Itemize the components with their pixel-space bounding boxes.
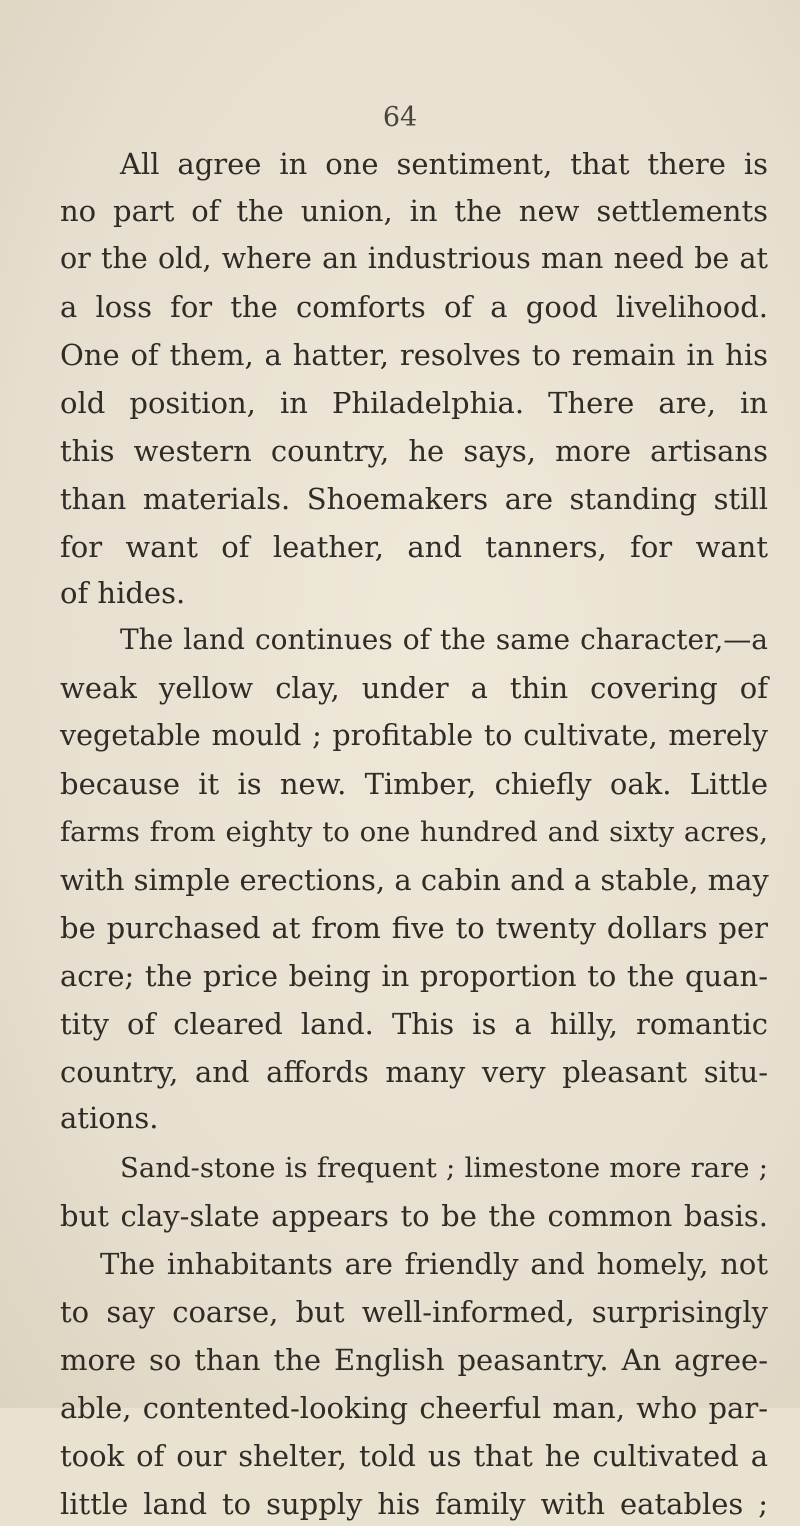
text-line: One of them, a hatter, resolves to remain in his: [60, 338, 768, 372]
text-line: Sand-stone is frequent ; limestone more rare ;: [120, 1152, 768, 1184]
text-line: The inhabitants are friendly and homely, not: [100, 1247, 768, 1281]
text-line: a loss for the comforts of a good livelihood.: [60, 290, 768, 324]
text-line: than materials. Shoemakers are standing still: [60, 482, 768, 516]
text-line: took of our shelter, told us that he cultivated a: [60, 1439, 768, 1473]
text-line: be purchased at from five to twenty dollars per: [60, 911, 768, 945]
text-line: weak yellow clay, under a thin covering of: [60, 671, 768, 705]
text-line: or the old, where an industrious man need be at: [60, 242, 768, 275]
page-number: 64: [382, 102, 418, 133]
text-line: of hides.: [60, 576, 186, 610]
text-line: because it is new. Timber, chiefly oak. Little: [60, 767, 768, 801]
text-line: but clay-slate appears to be the common basis.: [60, 1199, 768, 1233]
text-line: more so than the English peasantry. An agree-: [60, 1343, 768, 1377]
text-line: tity of cleared land. This is a hilly, romantic: [60, 1007, 768, 1041]
text-line: to say coarse, but well-informed, surprisingly: [60, 1295, 768, 1329]
text-line: old position, in Philadelphia. There are, in: [60, 386, 768, 420]
text-line: able, contented-looking cheerful man, who par-: [60, 1391, 768, 1425]
text-line: All agree in one sentiment, that there is: [120, 147, 768, 181]
text-line: country, and affords many very pleasant situ-: [60, 1055, 768, 1089]
text-line: ations.: [60, 1101, 159, 1135]
text-line: vegetable mould ; profitable to cultivate, merely: [60, 719, 768, 752]
text-line: with simple erections, a cabin and a stable, may: [60, 863, 769, 897]
text-line: this western country, he says, more artisans: [60, 434, 768, 468]
text-line: no part of the union, in the new settlements: [60, 194, 768, 228]
text-line: for want of leather, and tanners, for want: [60, 530, 768, 564]
text-line: little land to supply his family with eatables ;: [60, 1487, 768, 1521]
text-line: The land continues of the same character,—a: [120, 623, 768, 656]
text-line: acre; the price being in proportion to the quan-: [60, 959, 768, 993]
text-line: farms from eighty to one hundred and sixty acres,: [60, 816, 768, 848]
